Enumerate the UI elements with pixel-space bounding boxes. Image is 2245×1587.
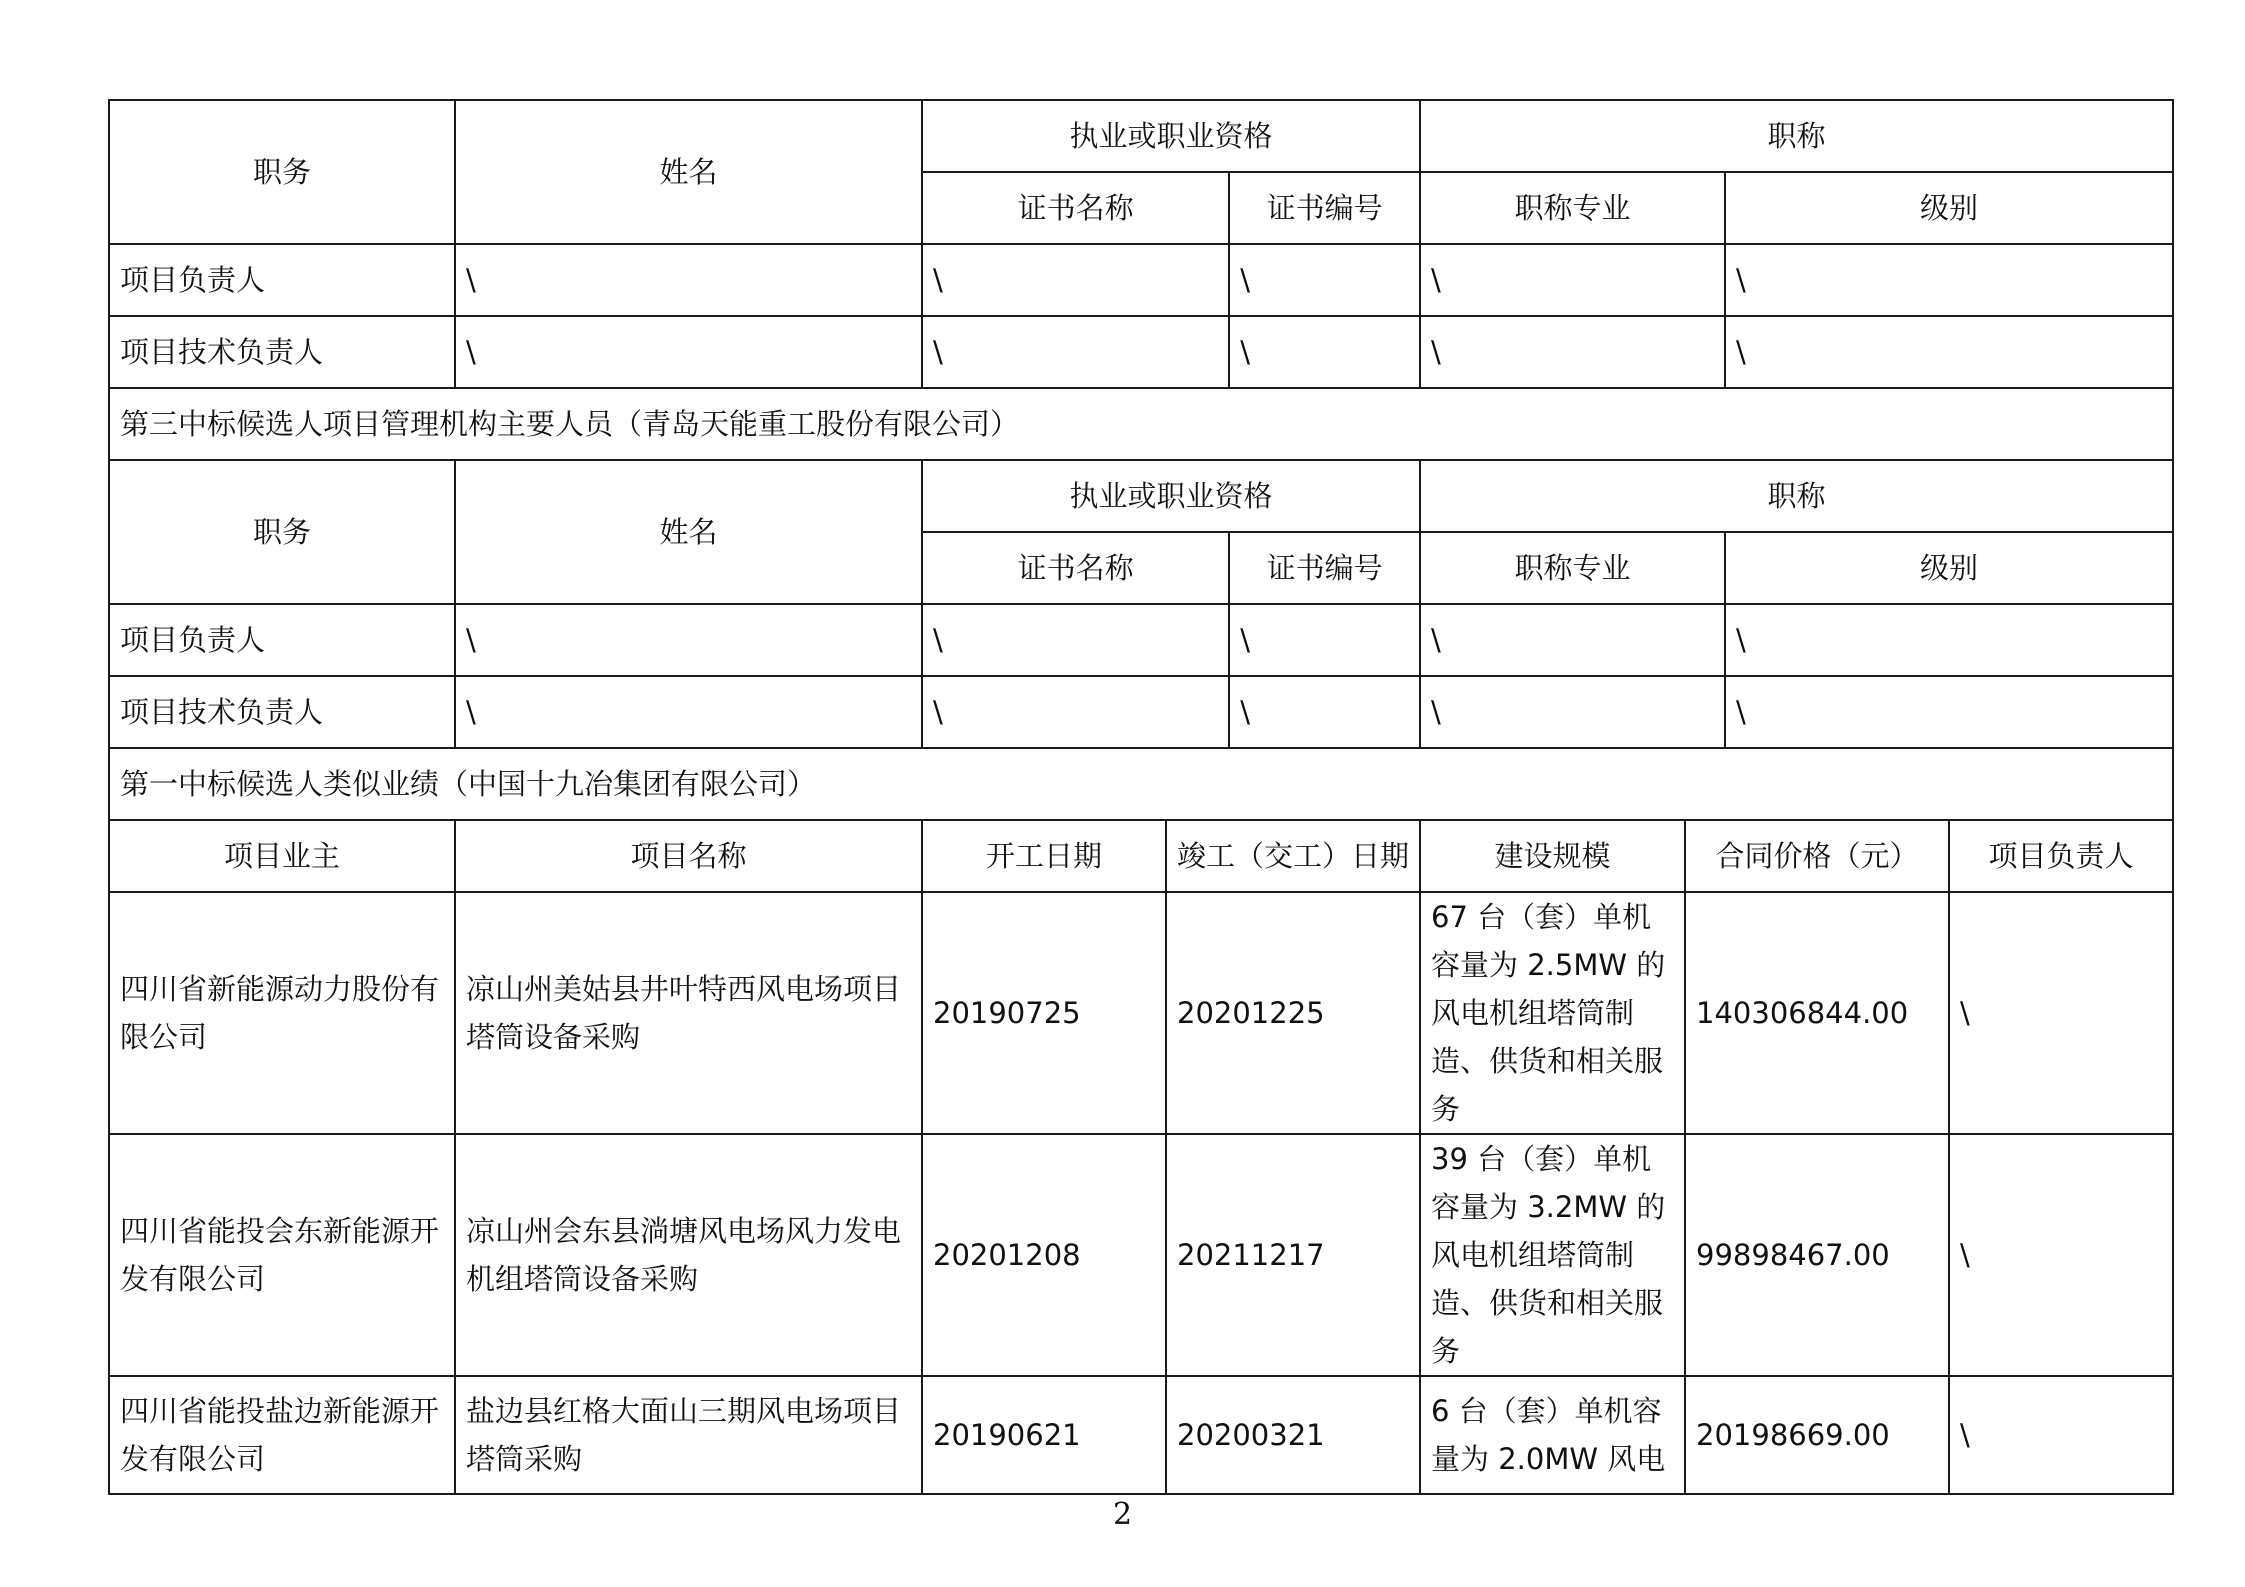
header-title-major: 职称专业	[1420, 172, 1725, 244]
header-project: 项目名称	[455, 820, 922, 892]
cell-finish-date: 20211217	[1166, 1134, 1420, 1376]
cell-scale: 67 台（套）单机容量为 2.5MW 的风电机组塔筒制造、供货和相关服务	[1420, 892, 1685, 1134]
cell-cert-no: \	[1229, 676, 1420, 748]
header-name: 姓名	[455, 460, 922, 604]
header-finish: 竣工（交工）日期	[1166, 820, 1420, 892]
cell-start-date: 20190621	[922, 1376, 1166, 1494]
cell-duty: 项目负责人	[109, 604, 455, 676]
header-level: 级别	[1725, 172, 2173, 244]
header-duty: 职务	[109, 100, 455, 244]
cell-title-major: \	[1420, 316, 1725, 388]
header-manager: 项目负责人	[1949, 820, 2173, 892]
header-title-major: 职称专业	[1420, 532, 1725, 604]
table-row	[109, 316, 2173, 388]
header-price: 合同价格（元）	[1685, 820, 1949, 892]
table-row	[109, 604, 2173, 676]
header-name: 姓名	[455, 100, 922, 244]
section-heading-third-candidate: 第三中标候选人项目管理机构主要人员（青岛天能重工股份有限公司）	[109, 388, 2173, 460]
cell-title-major: \	[1420, 604, 1725, 676]
cell-cert-name: \	[922, 244, 1229, 316]
cell-name: \	[455, 316, 922, 388]
header-title: 职称	[1420, 460, 2173, 532]
cell-finish-date: 20201225	[1166, 892, 1420, 1134]
header-cert-name: 证书名称	[922, 532, 1229, 604]
header-title: 职称	[1420, 100, 2173, 172]
document-page	[108, 99, 2174, 1495]
header-level: 级别	[1725, 532, 2173, 604]
cell-level: \	[1725, 604, 2173, 676]
cell-duty: 项目负责人	[109, 244, 455, 316]
cell-level: \	[1725, 244, 2173, 316]
cell-duty: 项目技术负责人	[109, 676, 455, 748]
table-row	[109, 676, 2173, 748]
header-owner: 项目业主	[109, 820, 455, 892]
cell-name: \	[455, 244, 922, 316]
cell-cert-no: \	[1229, 244, 1420, 316]
cell-price: 140306844.00	[1685, 892, 1949, 1134]
cell-price: 99898467.00	[1685, 1134, 1949, 1376]
header-qualification: 执业或职业资格	[922, 100, 1420, 172]
cell-manager: \	[1949, 1376, 2173, 1494]
cell-cert-no: \	[1229, 604, 1420, 676]
cell-project: 凉山州会东县淌塘风电场风力发电机组塔筒设备采购	[455, 1134, 922, 1376]
cell-duty: 项目技术负责人	[109, 316, 455, 388]
cell-level: \	[1725, 316, 2173, 388]
header-cert-name: 证书名称	[922, 172, 1229, 244]
header-duty: 职务	[109, 460, 455, 604]
cell-owner: 四川省能投盐边新能源开发有限公司	[109, 1376, 455, 1494]
header-cert-no: 证书编号	[1229, 532, 1420, 604]
header-start: 开工日期	[922, 820, 1166, 892]
cell-project: 盐边县红格大面山三期风电场项目塔筒采购	[455, 1376, 922, 1494]
cell-owner: 四川省能投会东新能源开发有限公司	[109, 1134, 455, 1376]
table-row	[109, 244, 2173, 316]
header-qualification: 执业或职业资格	[922, 460, 1420, 532]
cell-manager: \	[1949, 1134, 2173, 1376]
header-scale: 建设规模	[1420, 820, 1685, 892]
cell-scale: 39 台（套）单机容量为 3.2MW 的风电机组塔筒制造、供货和相关服务	[1420, 1134, 1685, 1376]
cell-owner: 四川省新能源动力股份有限公司	[109, 892, 455, 1134]
cell-name: \	[455, 604, 922, 676]
cell-cert-name: \	[922, 676, 1229, 748]
cell-manager: \	[1949, 892, 2173, 1134]
cell-cert-name: \	[922, 316, 1229, 388]
cell-scale: 6 台（套）单机容量为 2.0MW 风电	[1420, 1376, 1685, 1494]
cell-start-date: 20190725	[922, 892, 1166, 1134]
table-row	[109, 1376, 2173, 1494]
cell-price: 20198669.00	[1685, 1376, 1949, 1494]
table-row	[109, 1134, 2173, 1376]
section-heading-first-candidate: 第一中标候选人类似业绩（中国十九冶集团有限公司）	[109, 748, 2173, 820]
cell-name: \	[455, 676, 922, 748]
cell-project: 凉山州美姑县井叶特西风电场项目塔筒设备采购	[455, 892, 922, 1134]
cell-cert-no: \	[1229, 316, 1420, 388]
cell-start-date: 20201208	[922, 1134, 1166, 1376]
cell-finish-date: 20200321	[1166, 1376, 1420, 1494]
main-table	[108, 99, 2174, 1495]
table-row	[109, 892, 2173, 1134]
cell-level: \	[1725, 676, 2173, 748]
cell-cert-name: \	[922, 604, 1229, 676]
header-cert-no: 证书编号	[1229, 172, 1420, 244]
cell-title-major: \	[1420, 244, 1725, 316]
cell-title-major: \	[1420, 676, 1725, 748]
page-number: 2	[1112, 1497, 1133, 1532]
